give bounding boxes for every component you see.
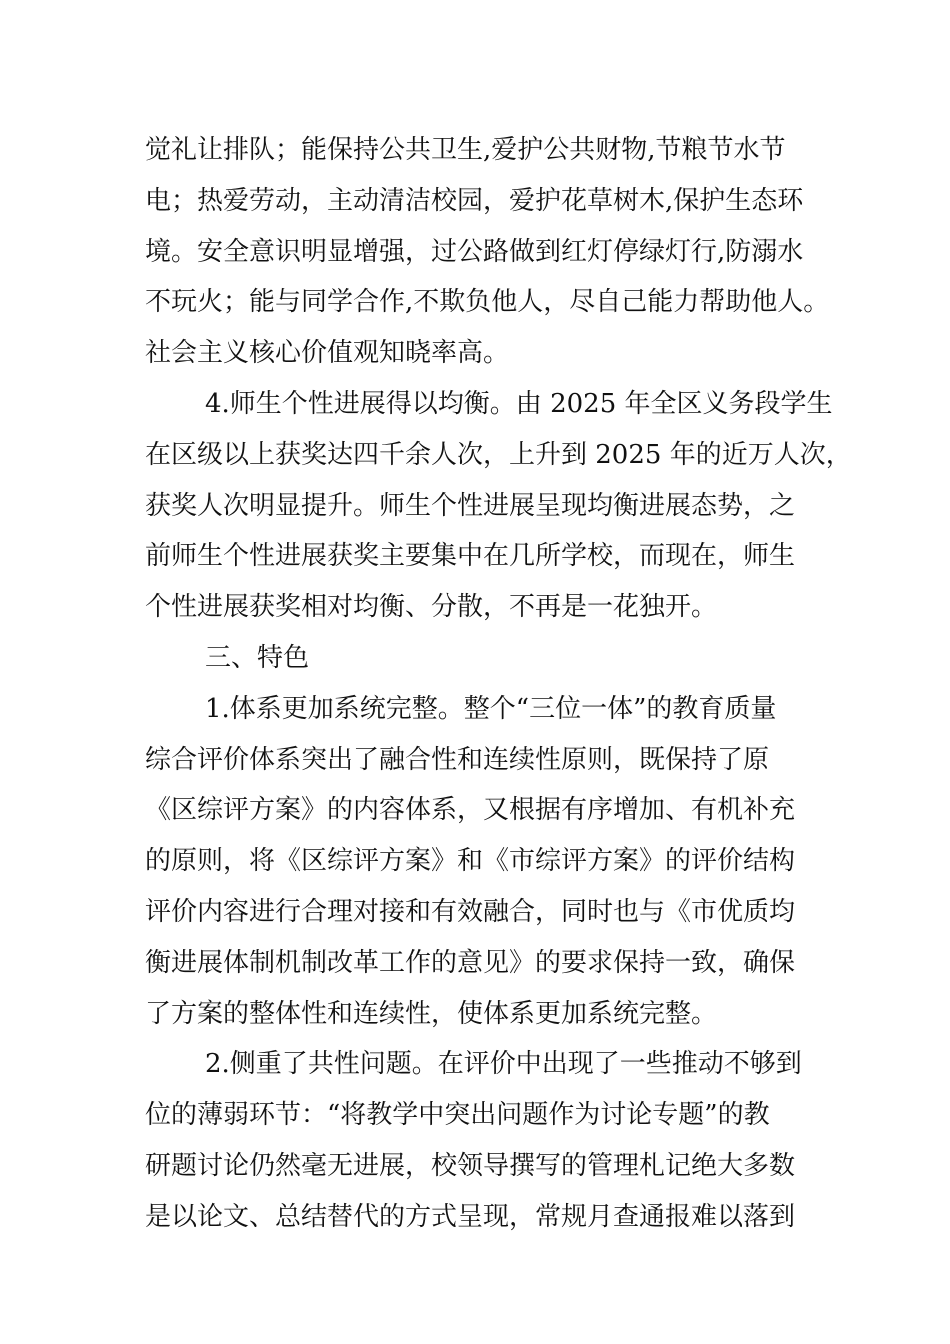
- text-line: 是以论文、总结替代的方式呈现，常规月查通报难以落到: [145, 1201, 796, 1232]
- text-line: 前师生个性进展获奖主要集中在几所学校，而现在，师生: [145, 541, 796, 572]
- paragraph-start-line: 1.体系更加系统完整。整个“三位一体”的教育质量: [205, 693, 777, 724]
- text-line: 电；热爱劳动，主动清洁校园，爱护花草树木,保护生态环: [145, 185, 804, 216]
- text-line: 觉礼让排队；能保持公共卫生,爱护公共财物,节粮节水节: [145, 135, 786, 165]
- paragraph-start-line: 4.师生个性进展得以均衡。由 2025 年全区义务段学生: [205, 388, 833, 419]
- text-line: 评价内容进行合理对接和有效融合，同时也与《市优质均: [145, 896, 796, 927]
- text-line: 位的薄弱环节：“将教学中突出问题作为讨论专题”的教: [145, 1100, 770, 1131]
- text-line: 社会主义核心价值观知晓率高。: [145, 338, 510, 369]
- text-line: 了方案的整体性和连续性，使体系更加系统完整。: [145, 998, 718, 1029]
- text-line: 不玩火；能与同学合作,不欺负他人，尽自己能力帮助他人。: [145, 287, 830, 318]
- text-line: 综合评价体系突出了融合性和连续性原则，既保持了原: [145, 744, 770, 775]
- text-line: 研题讨论仍然毫无进展，校领导撰写的管理札记绝大多数: [145, 1150, 796, 1181]
- paragraph-start-line: 2.侧重了共性问题。在评价中出现了一些推动不够到: [205, 1049, 802, 1080]
- text-line: 《区综评方案》的内容体系，又根据有序增加、有机补充: [145, 795, 796, 826]
- text-line: 在区级以上获奖达四千余人次，上升到 2025 年的近万人次，: [145, 439, 852, 470]
- text-line: 获奖人次明显提升。师生个性进展呈现均衡进展态势，之: [145, 490, 796, 521]
- body-text: [145, 125, 852, 1243]
- text-line: 个性进展获奖相对均衡、分散，不再是一花独开。: [145, 592, 718, 623]
- text-line: 衡进展体制机制改革工作的意见》的要求保持一致，确保: [145, 947, 796, 978]
- section-heading: 三、特色: [205, 642, 310, 673]
- text-line: 境。安全意识明显增强，过公路做到红灯停绿灯行,防溺水: [145, 236, 804, 267]
- text-line: 的原则，将《区综评方案》和《市综评方案》的评价结构: [145, 846, 796, 877]
